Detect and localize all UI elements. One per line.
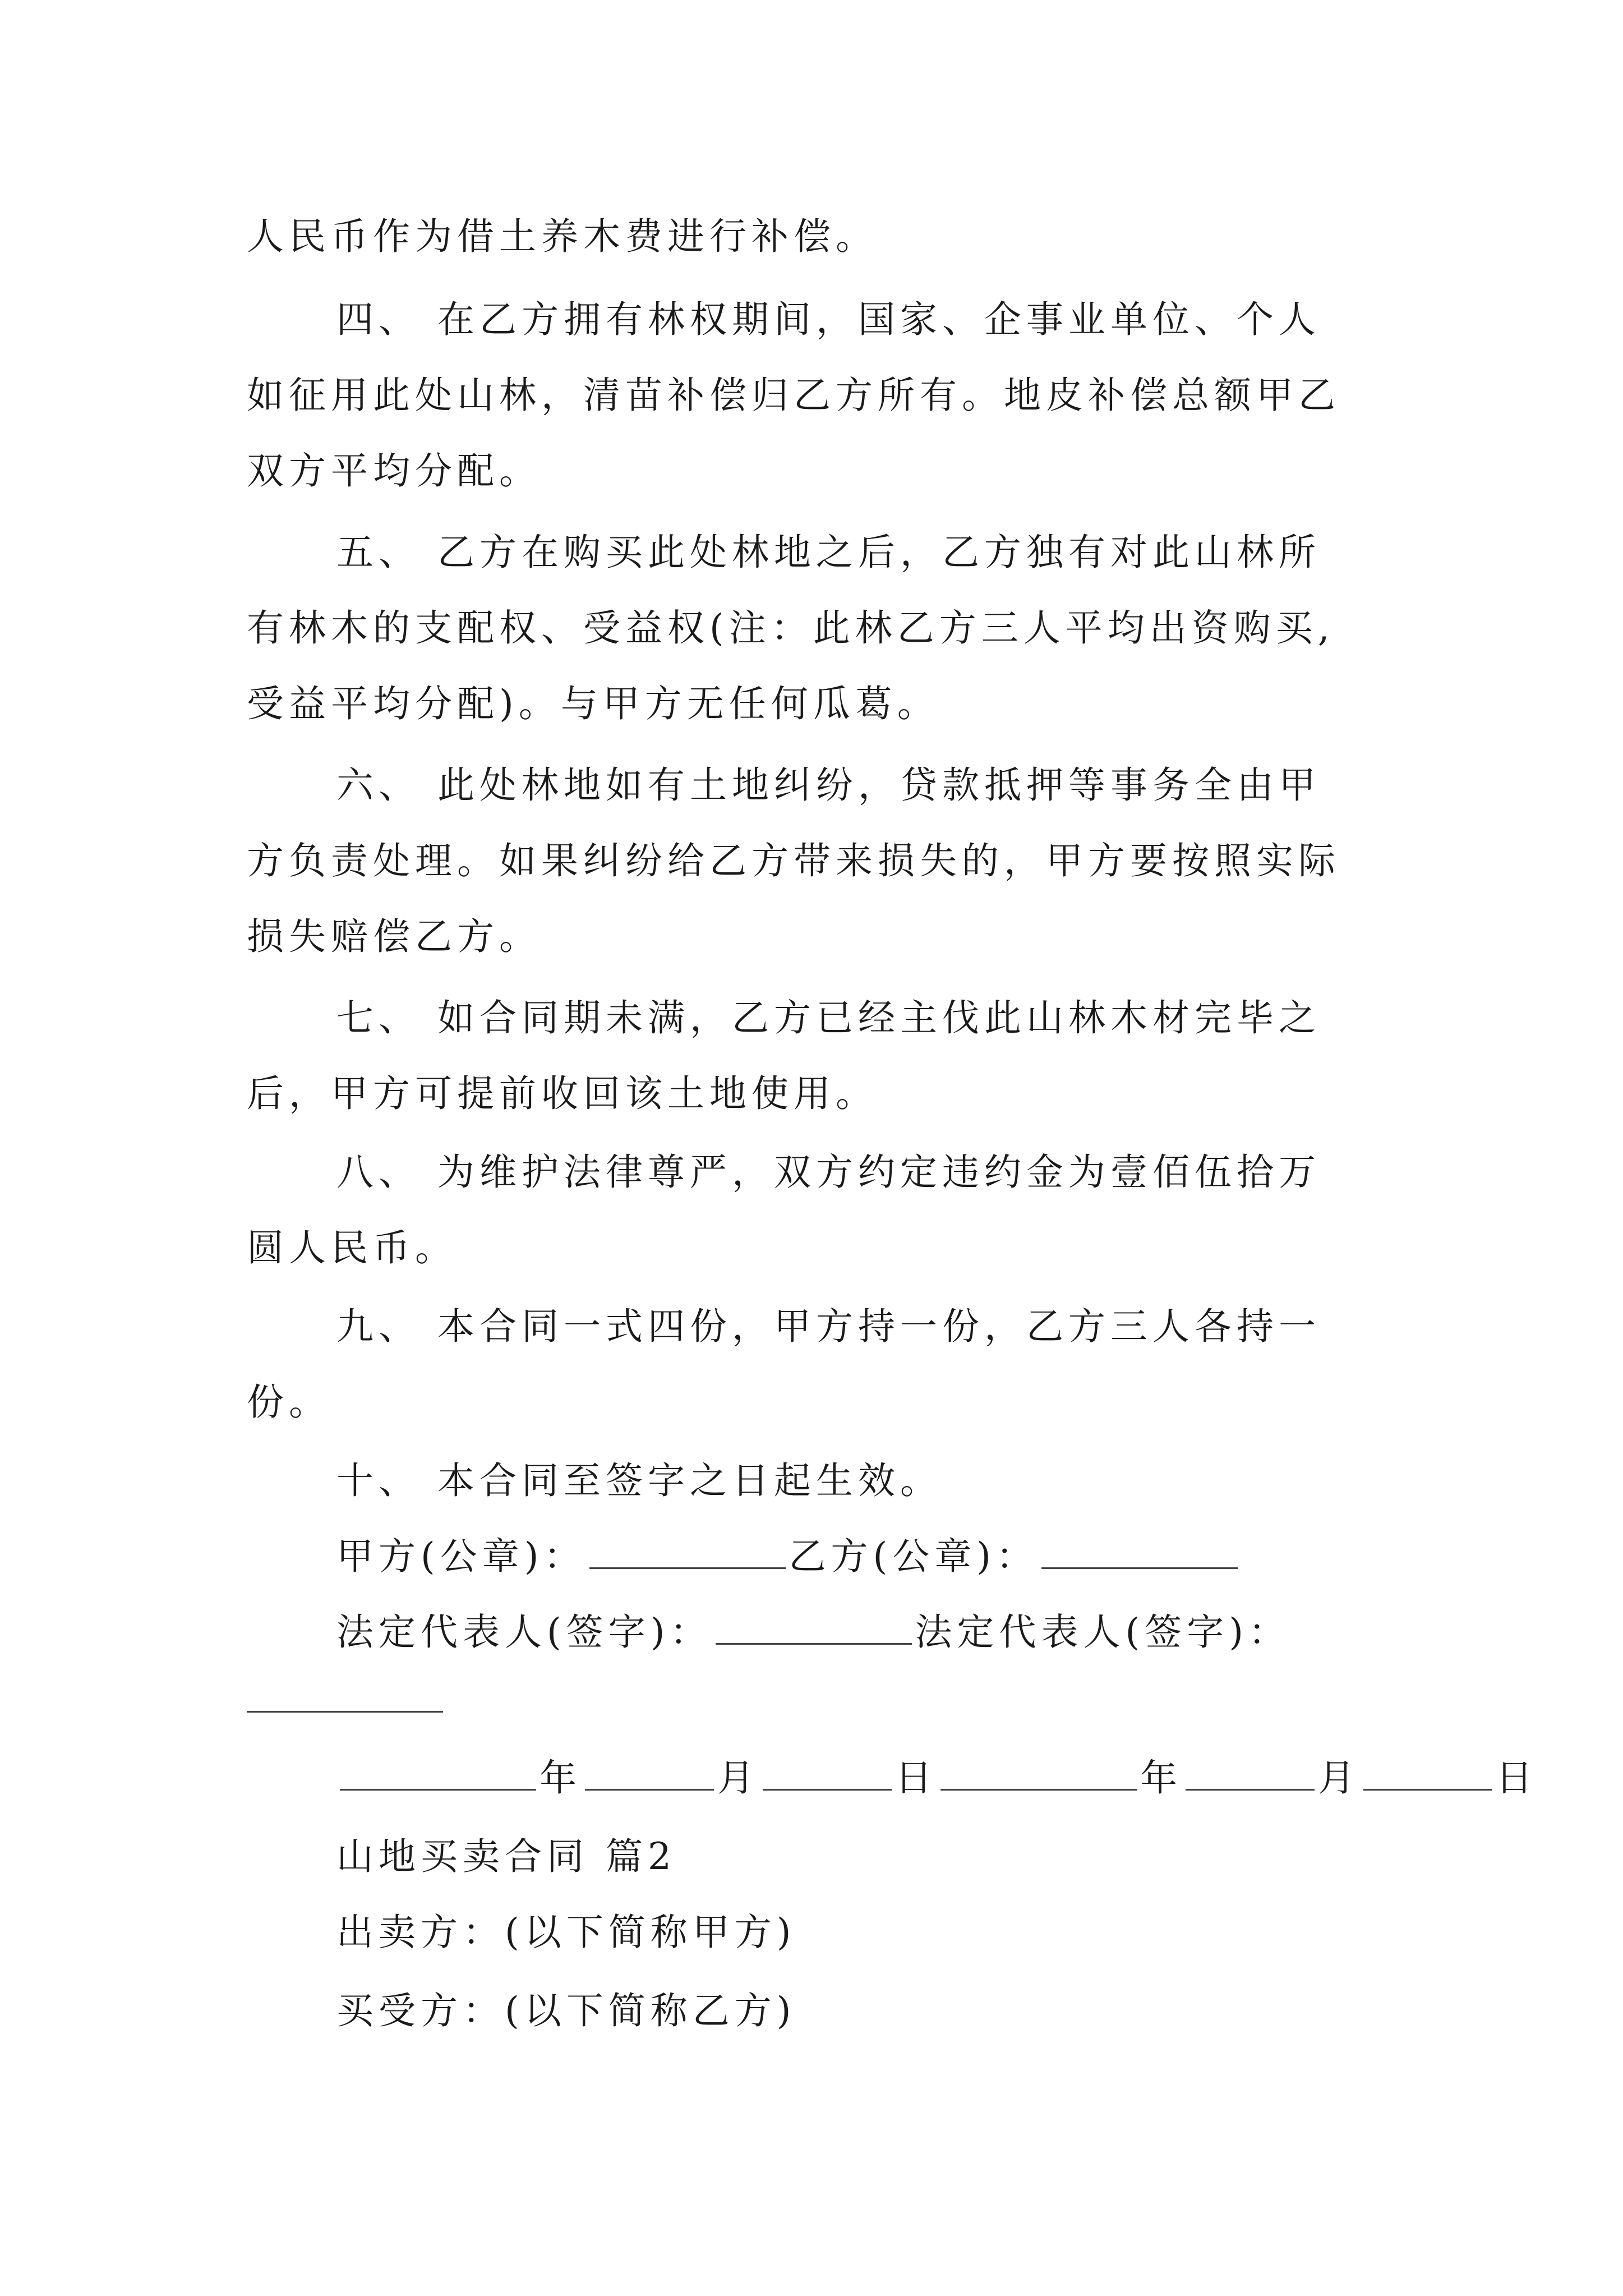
- paragraph-line: 受益平均分配)。与甲方无任何瓜葛。: [247, 682, 939, 725]
- seal-line: [0, 1531, 1623, 1582]
- day-a-blank[interactable]: [763, 1755, 892, 1791]
- clause-7-line: 七、 如合同期未满，乙方已经主伐此山林木材完毕之: [336, 996, 1321, 1039]
- clause-9-line: 九、 本合同一式四份，甲方持一份，乙方三人各持一: [336, 1305, 1321, 1348]
- paragraph-line: 人民币作为借土养木费进行补偿。: [247, 215, 878, 258]
- paragraph-line: 份。: [247, 1381, 331, 1424]
- paragraph-line: 后，甲方可提前收回该土地使用。: [247, 1072, 878, 1115]
- month-label: 月: [1318, 1756, 1360, 1800]
- party-a-seal-label: 甲方(公章)：: [336, 1535, 586, 1578]
- clause-4-line: 四、 在乙方拥有林权期间，国家、企事业单位、个人: [336, 298, 1321, 341]
- day-label: 日: [1496, 1756, 1538, 1800]
- paragraph-line: 损失赔偿乙方。: [247, 915, 541, 958]
- month-label: 月: [717, 1756, 759, 1800]
- year-label: 年: [540, 1756, 582, 1800]
- rep-b-label: 法定代表人(签字)：: [915, 1611, 1290, 1654]
- month-b-blank[interactable]: [1186, 1755, 1315, 1791]
- year-a-blank[interactable]: [340, 1755, 536, 1791]
- rep-a-blank[interactable]: [716, 1609, 912, 1645]
- date-line: [0, 1753, 1623, 1803]
- seller-line: 出卖方：(以下简称甲方): [336, 1911, 796, 1954]
- paragraph-line: 圆人民币。: [247, 1226, 457, 1269]
- rep-b-blank[interactable]: [247, 1711, 443, 1713]
- clause-8-line: 八、 为维护法律尊严，双方约定违约金为壹佰伍拾万: [336, 1151, 1321, 1194]
- party-b-seal-blank[interactable]: [1041, 1534, 1238, 1569]
- paragraph-line: 如征用此处山林，清苗补偿归乙方所有。地皮补偿总额甲乙: [247, 374, 1340, 417]
- section-title: 山地买卖合同 篇2: [336, 1835, 676, 1878]
- month-a-blank[interactable]: [585, 1755, 714, 1791]
- day-b-blank[interactable]: [1363, 1755, 1492, 1791]
- party-b-seal-label: 乙方(公章)：: [789, 1535, 1038, 1578]
- year-label: 年: [1140, 1756, 1182, 1800]
- clause-5-line: 五、 乙方在购买此处林地之后，乙方独有对此山林所: [336, 531, 1321, 574]
- rep-a-label: 法定代表人(签字)：: [336, 1611, 712, 1654]
- party-a-seal-blank[interactable]: [589, 1534, 786, 1569]
- paragraph-line: 方负责处理。如果纠纷给乙方带来损失的，甲方要按照实际: [247, 839, 1340, 882]
- paragraph-line: 双方平均分配。: [247, 449, 541, 493]
- year-b-blank[interactable]: [940, 1755, 1137, 1791]
- representative-line: [0, 1607, 1623, 1658]
- buyer-line: 买受方：(以下简称乙方): [336, 1989, 796, 2032]
- day-label: 日: [895, 1756, 937, 1800]
- clause-10-line: 十、 本合同至签字之日起生效。: [336, 1459, 942, 1502]
- paragraph-line: 有林木的支配权、受益权(注：此林乙方三人平均出资购买,: [247, 606, 1335, 650]
- clause-6-line: 六、 此处林地如有土地纠纷，贷款抵押等事务全由甲: [336, 763, 1321, 807]
